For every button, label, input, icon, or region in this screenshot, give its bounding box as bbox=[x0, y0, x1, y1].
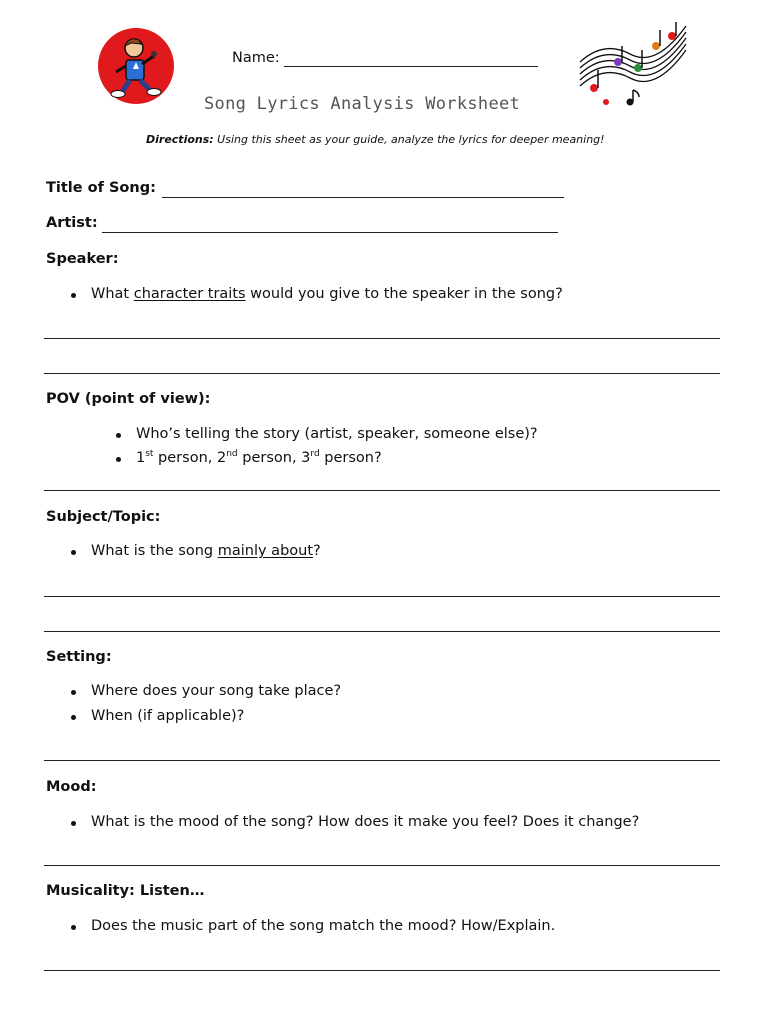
speaker-heading: Speaker: bbox=[46, 251, 119, 267]
artist-blank[interactable] bbox=[102, 232, 558, 233]
mood-answer-line[interactable] bbox=[44, 865, 720, 866]
speaker-answer-line-1[interactable] bbox=[44, 338, 720, 339]
directions bbox=[146, 133, 605, 146]
pov-question-1: Who’s telling the story (artist, speaker, someone else)? bbox=[136, 426, 538, 442]
pov-answer-line[interactable] bbox=[44, 490, 720, 491]
speaker-answer-line-2[interactable] bbox=[44, 373, 720, 374]
musicality-answer-line[interactable] bbox=[44, 970, 720, 971]
mood-question: What is the mood of the song? How does it make you feel? Does it change? bbox=[91, 814, 640, 830]
setting-heading: Setting: bbox=[46, 649, 112, 665]
musicality-heading: Musicality: Listen… bbox=[46, 883, 205, 899]
singer-clipart-icon bbox=[96, 26, 176, 106]
song-title-label: Title of Song: bbox=[46, 180, 156, 196]
worksheet-title: Song Lyrics Analysis Worksheet bbox=[204, 94, 521, 114]
name-label: Name: bbox=[232, 50, 280, 66]
pov-question-2: 1st person, 2nd person, 3rd person? bbox=[136, 449, 382, 466]
speaker-question: What character traits would you give to the speaker in the song? bbox=[91, 286, 563, 302]
musicality-question: Does the music part of the song match the mood? How/Explain. bbox=[91, 918, 556, 934]
artist-label: Artist: bbox=[46, 215, 98, 231]
setting-answer-line[interactable] bbox=[44, 760, 720, 761]
subject-answer-line-2[interactable] bbox=[44, 631, 720, 632]
music-notes-clipart-icon bbox=[576, 18, 688, 110]
setting-question-2: When (if applicable)? bbox=[91, 708, 245, 724]
pov-heading: POV (point of view): bbox=[46, 391, 211, 407]
subject-answer-line-1[interactable] bbox=[44, 596, 720, 597]
subject-question: What is the song mainly about? bbox=[91, 543, 321, 559]
mood-heading: Mood: bbox=[46, 779, 97, 795]
directions-label: Directions: bbox=[146, 133, 214, 146]
directions-text: Using this sheet as your guide, analyze the lyrics for deeper meaning! bbox=[217, 133, 605, 146]
song-title-blank[interactable] bbox=[162, 197, 564, 198]
name-blank[interactable] bbox=[284, 66, 538, 67]
setting-question-1: Where does your song take place? bbox=[91, 683, 342, 699]
subject-heading: Subject/Topic: bbox=[46, 509, 161, 525]
